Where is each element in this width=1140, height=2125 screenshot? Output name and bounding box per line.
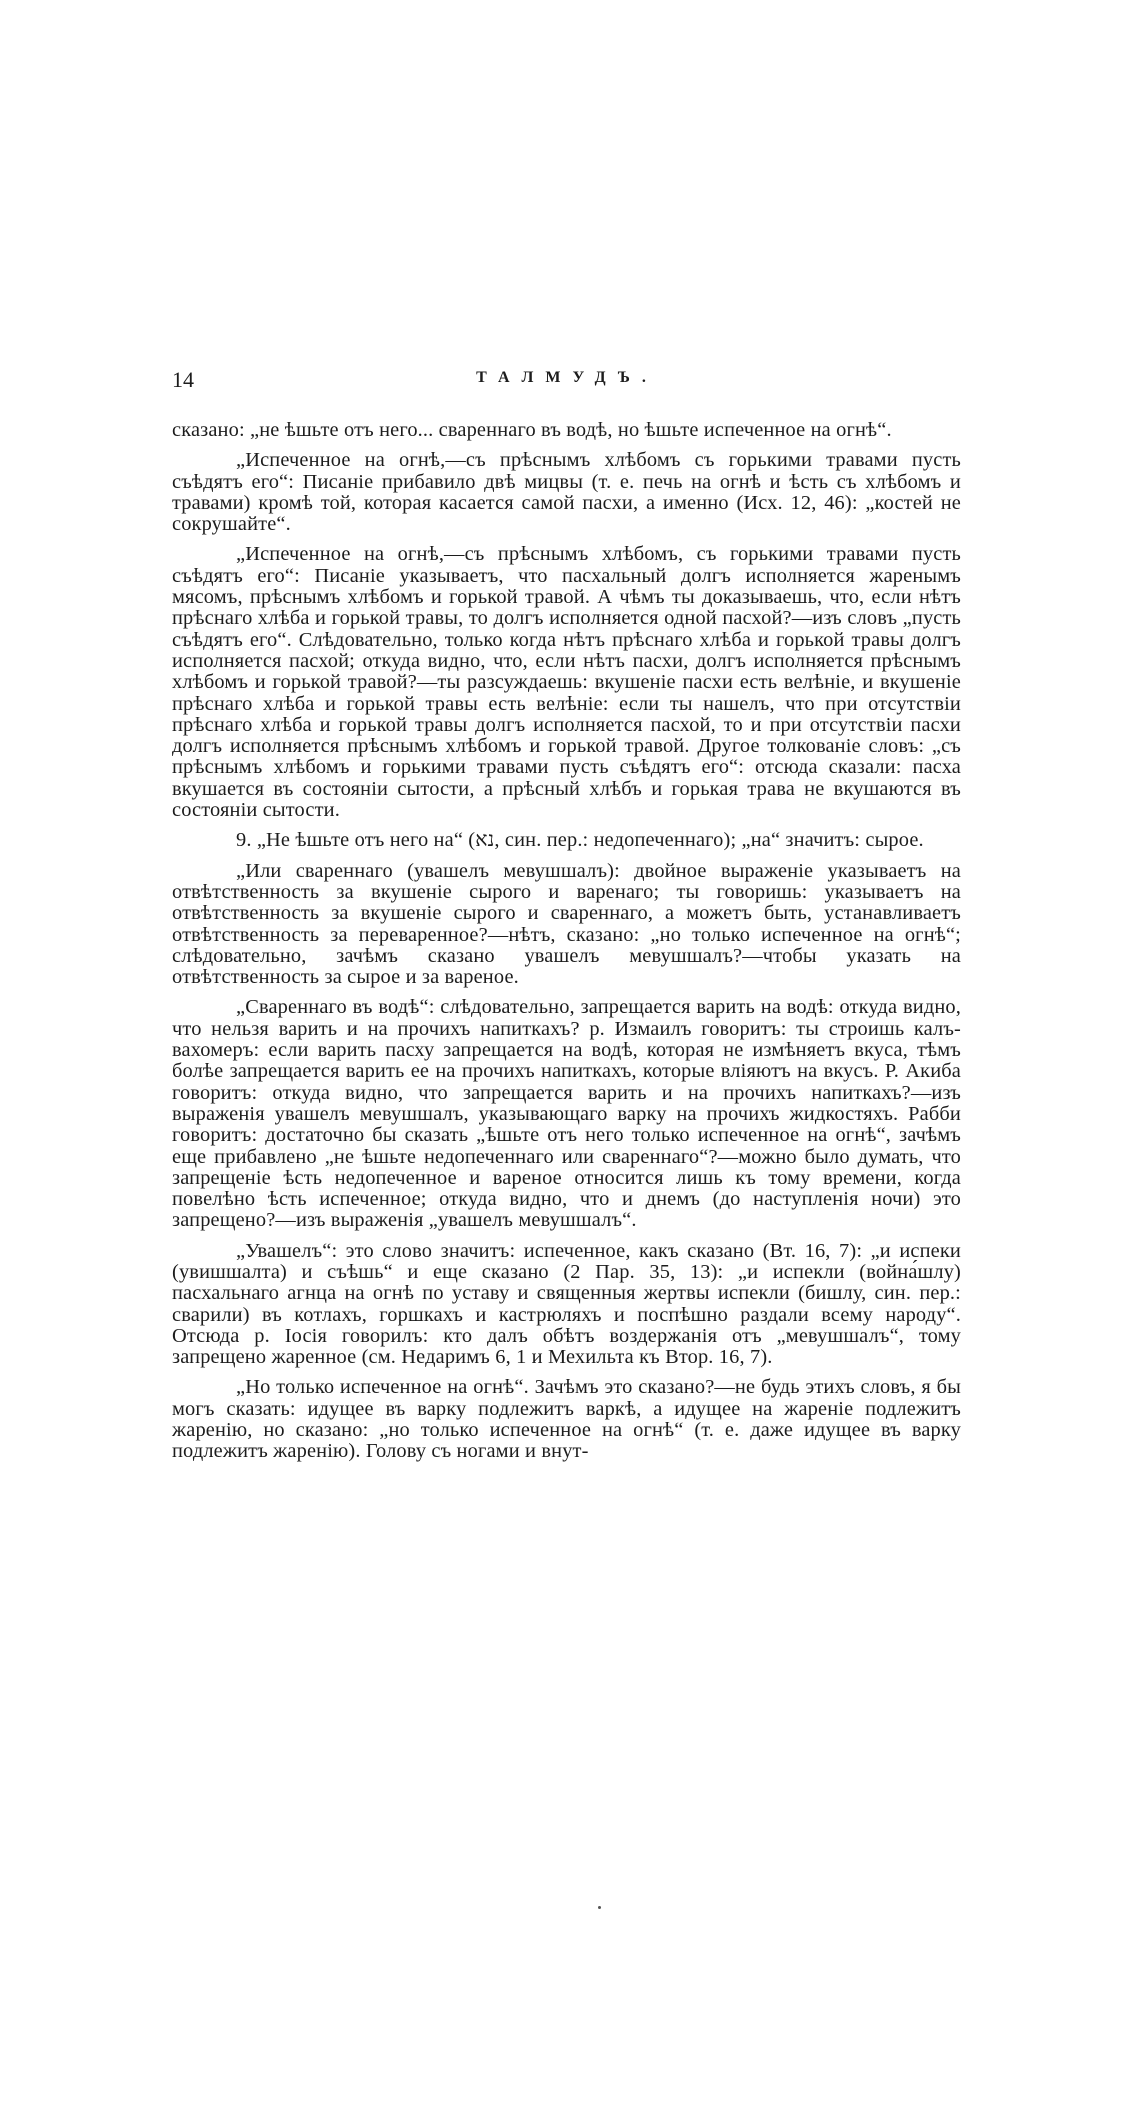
running-title: ТАЛМУДЪ. [476, 369, 658, 386]
body-text [172, 420, 961, 1472]
paragraph: „Увашелъ“: это слово значитъ: испеченное, какъ сказано (Вт. 16, 7): „и испеки (увишшалта) и съѣшь“ и еще сказано (2 Пар. 35, 13): „и испекли (война́шлу) пасхальнаго агнца на огнѣ по уставу и священныя жертвы испекли (бишлу, син. пер.: сварили) въ котлахъ, горшкахъ и кастрюляхъ и поспѣшно раздали всему народу“. Отсюда р. Іосія говорилъ: кто далъ обѣтъ воздержанія отъ „мевушшалъ“, тому запрещено жаренное (см. Недаримъ 6, 1 и Мехильта къ Втор. 16, 7). [172, 1239, 961, 1369]
paragraph: „Испеченное на огнѣ,—съ прѣснымъ хлѣбомъ, съ горькими травами пусть съѣдятъ его“: Писаніе указываетъ, что пасхальный долгъ исполняется жаренымъ мясомъ, прѣснымъ хлѣбомъ и горькой травой. А чѣмъ ты доказываешь, что, если нѣтъ прѣснаго хлѣба и горькой травы, то долгъ исполняется одной пасхой?—изъ словъ „пусть съѣдятъ его“. Слѣдовательно, только когда нѣтъ прѣснаго хлѣба и горькой травы долгъ исполняется пасхой; откуда видно, что, если нѣтъ пасхи, долгъ исполняется прѣснымъ хлѣбомъ и горькой травой?—ты разсуждаешь: вкушеніе пасхи есть велѣніе, и вкушеніе прѣснаго хлѣба и горькой травы есть велѣніе: если ты нашелъ, что при отсутствіи прѣснаго хлѣба и горькой травы долгъ исполняется пасхой, то и при отсутствіи пасхи долгъ исполняется прѣснымъ хлѣбомъ и горькой травой. Другое толкованіе словъ: „съ прѣснымъ хлѣбомъ и горькими травами пусть съѣдятъ его“: отсюда сказали: пасха вкушается въ состояніи сытости, а прѣсный хлѣбъ и горькая трава не вкушаются въ состояніи сытости. [172, 543, 961, 822]
scan-speck [598, 1906, 601, 1909]
paragraph: „Или свареннаго (увашелъ мевушшалъ): двойное выраженіе указываетъ на отвѣтственность за вкушеніе сырого и варенаго; ты говоришь: указываетъ на отвѣтственность за вкушеніе сырого и свареннаго, а можетъ быть, устанавливаетъ отвѣтственность за переваренное?—нѣтъ, сказано: „но только испеченное на огнѣ“; слѣдовательно, зачѣмъ сказано увашелъ мевушшалъ?—чтобы указать на отвѣтственность за сырое и за вареное. [172, 859, 961, 989]
paragraph: „Свареннаго въ водѣ“: слѣдовательно, запрещается варить на водѣ: откуда видно, что нельзя варить и на прочихъ напиткахъ? р. Измаилъ говоритъ: ты строишь калъ-вахомеръ: если варить пасху запрещается на водѣ, которая не измѣняетъ вкуса, тѣмъ болѣе запрещается варить ее на прочихъ напиткахъ, которые вліяютъ на вкусъ. Р. Акиба говоритъ: откуда видно, что запрещается варить и на прочихъ напиткахъ?—изъ выраженія увашелъ мевушшалъ, указывающаго варку на прочихъ жидкостяхъ. Рабби говоритъ: достаточно бы сказать „ѣшьте отъ него только испеченное на огнѣ“, зачѣмъ еще прибавлено „не ѣшьте недопеченнаго или свареннаго“?—можно было думать, что запрещеніе ѣсть недопеченное и вареное относится лишь къ тому времени, когда повелѣно ѣсть испеченное; откуда видно, что и днемъ (до наступленія ночи) это запрещено?—изъ выраженія „увашелъ мевушшалъ“. [172, 996, 961, 1232]
paragraph: 9. „Не ѣшьте отъ него на“ (נא, син. пер.: недопеченнаго); „на“ значитъ: сырое. [236, 829, 924, 852]
paragraph: „Но только испеченное на огнѣ“. Зачѣмъ это сказано?—не будь этихъ словъ, я бы могъ сказать: идущее въ варку подлежитъ варкѣ, а идущее на жареніе подлежитъ жаренію, но сказано: „но только испеченное на огнѣ“ (т. е. даже идущее въ варку подлежитъ жаренію). Голову съ ногами и внут- [172, 1376, 961, 1463]
page-header [172, 367, 962, 397]
page-number: 14 [172, 367, 194, 392]
paragraph: сказано: „не ѣшьте отъ него... свареннаго въ водѣ, но ѣшьте испеченное на огнѣ“. [172, 419, 892, 441]
paragraph: „Испеченное на огнѣ,—съ прѣснымъ хлѣбомъ съ горькими травами пусть съѣдятъ его“: Писаніе прибавило двѣ мицвы (т. е. печь на огнѣ и ѣсть съ хлѣбомъ и травами) кромѣ той, которая касается самой пасхи, а именно (Исх. 12, 46): „костей не сокрушайте“. [172, 449, 961, 536]
